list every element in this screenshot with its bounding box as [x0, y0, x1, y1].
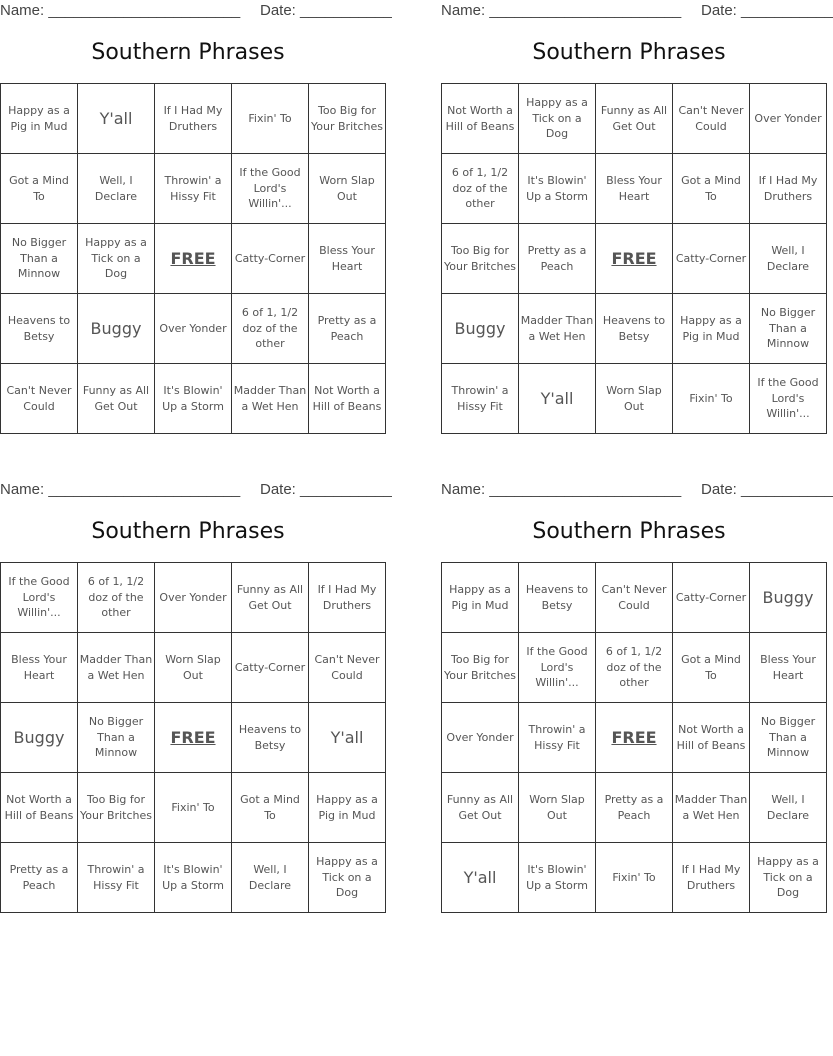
grid-row — [442, 154, 827, 224]
bingo-cell[interactable]: If the Good Lord's Willin'... — [750, 364, 827, 434]
date-field[interactable]: Date: ___________ — [260, 2, 392, 19]
bingo-cell[interactable]: Can't Never Could — [309, 633, 386, 703]
grid-row — [1, 563, 386, 633]
bingo-cell[interactable]: Catty-Corner — [232, 224, 309, 294]
bingo-cell[interactable]: It's Blowin' Up a Storm — [519, 154, 596, 224]
bingo-cell[interactable]: Worn Slap Out — [309, 154, 386, 224]
grid-row — [442, 843, 827, 913]
bingo-cell[interactable]: Not Worth a Hill of Beans — [309, 364, 386, 434]
bingo-cell[interactable]: Bless Your Heart — [596, 154, 673, 224]
bingo-cell[interactable]: Can't Never Could — [673, 84, 750, 154]
bingo-cell[interactable]: Throwin' a Hissy Fit — [519, 703, 596, 773]
bingo-cell[interactable]: Bless Your Heart — [1, 633, 78, 703]
bingo-cell[interactable]: Catty-Corner — [232, 633, 309, 703]
card-title: Southern Phrases — [532, 40, 726, 65]
name-date-line — [441, 479, 833, 501]
bingo-cell[interactable]: Y'all — [78, 84, 155, 154]
grid-row — [442, 294, 827, 364]
bingo-cell[interactable]: No Bigger Than a Minnow — [750, 294, 827, 364]
grid-row — [442, 773, 827, 843]
bingo-cell[interactable]: Too Big for Your Britches — [309, 84, 386, 154]
bingo-cell[interactable]: Happy as a Tick on a Dog — [519, 84, 596, 154]
bingo-cell[interactable]: Buggy — [750, 563, 827, 633]
bingo-cell[interactable]: Happy as a Pig in Mud — [673, 294, 750, 364]
bingo-cell[interactable]: Worn Slap Out — [596, 364, 673, 434]
bingo-cell[interactable]: Can't Never Could — [596, 563, 673, 633]
bingo-cell[interactable]: 6 of 1, 1/2 doz of the other — [232, 294, 309, 364]
bingo-cell[interactable]: Catty-Corner — [673, 563, 750, 633]
bingo-cell[interactable]: Throwin' a Hissy Fit — [78, 843, 155, 913]
bingo-cell[interactable]: Funny as All Get Out — [596, 84, 673, 154]
grid-row — [1, 843, 386, 913]
grid-row — [1, 154, 386, 224]
bingo-cell[interactable]: Y'all — [519, 364, 596, 434]
bingo-cell[interactable]: Buggy — [442, 294, 519, 364]
bingo-grid — [0, 562, 386, 913]
bingo-cell[interactable]: If I Had My Druthers — [750, 154, 827, 224]
bingo-cell[interactable]: Well, I Declare — [232, 843, 309, 913]
grid-row — [442, 563, 827, 633]
card-title: Southern Phrases — [91, 519, 285, 544]
bingo-cell[interactable]: No Bigger Than a Minnow — [750, 703, 827, 773]
bingo-cell[interactable]: Got a Mind To — [232, 773, 309, 843]
grid-row — [442, 633, 827, 703]
bingo-cell[interactable]: Well, I Declare — [750, 224, 827, 294]
bingo-cell[interactable]: Happy as a Tick on a Dog — [78, 224, 155, 294]
bingo-cell[interactable]: If the Good Lord's Willin'... — [232, 154, 309, 224]
bingo-cell[interactable]: No Bigger Than a Minnow — [78, 703, 155, 773]
bingo-grid — [0, 83, 386, 434]
bingo-cell[interactable]: If the Good Lord's Willin'... — [519, 633, 596, 703]
name-date-line — [0, 479, 392, 501]
bingo-cell[interactable]: Well, I Declare — [78, 154, 155, 224]
bingo-cell[interactable]: Happy as a Pig in Mud — [309, 773, 386, 843]
bingo-cell[interactable]: Fixin' To — [673, 364, 750, 434]
bingo-cell[interactable]: Catty-Corner — [673, 224, 750, 294]
bingo-cell[interactable]: Pretty as a Peach — [1, 843, 78, 913]
grid-row — [1, 84, 386, 154]
bingo-grid — [441, 562, 827, 913]
bingo-cell[interactable]: Got a Mind To — [673, 633, 750, 703]
bingo-cell[interactable]: Bless Your Heart — [750, 633, 827, 703]
bingo-cell[interactable]: Over Yonder — [155, 294, 232, 364]
bingo-cell[interactable]: 6 of 1, 1/2 doz of the other — [78, 563, 155, 633]
bingo-cell[interactable]: It's Blowin' Up a Storm — [155, 364, 232, 434]
bingo-cell[interactable]: Throwin' a Hissy Fit — [155, 154, 232, 224]
card-title: Southern Phrases — [91, 40, 285, 65]
bingo-card-1 — [0, 0, 392, 413]
name-date-line — [0, 0, 392, 22]
bingo-cell[interactable]: Funny as All Get Out — [442, 773, 519, 843]
bingo-cell[interactable]: Funny as All Get Out — [78, 364, 155, 434]
bingo-cell[interactable]: 6 of 1, 1/2 doz of the other — [442, 154, 519, 224]
bingo-cell[interactable]: Fixin' To — [155, 773, 232, 843]
bingo-cell[interactable]: If I Had My Druthers — [155, 84, 232, 154]
bingo-cell[interactable]: 6 of 1, 1/2 doz of the other — [596, 633, 673, 703]
name-field[interactable]: Name: _______________________ — [0, 481, 241, 498]
free-space[interactable]: FREE — [596, 224, 673, 294]
bingo-cell[interactable]: Heavens to Betsy — [232, 703, 309, 773]
bingo-card-4 — [441, 479, 833, 900]
bingo-cell[interactable]: Over Yonder — [442, 703, 519, 773]
grid-row — [1, 364, 386, 434]
bingo-cell[interactable]: Pretty as a Peach — [519, 224, 596, 294]
bingo-cell[interactable]: Over Yonder — [155, 563, 232, 633]
date-field[interactable]: Date: ___________ — [701, 481, 833, 498]
grid-row — [442, 84, 827, 154]
bingo-cell[interactable]: Happy as a Pig in Mud — [1, 84, 78, 154]
grid-row — [442, 703, 827, 773]
bingo-cell[interactable]: If the Good Lord's Willin'... — [1, 563, 78, 633]
bingo-cell[interactable]: Can't Never Could — [1, 364, 78, 434]
bingo-cell[interactable]: Heavens to Betsy — [596, 294, 673, 364]
bingo-cell[interactable]: Got a Mind To — [1, 154, 78, 224]
bingo-cell[interactable]: Happy as a Pig in Mud — [442, 563, 519, 633]
name-date-line — [441, 0, 833, 22]
bingo-cell[interactable]: Buggy — [78, 294, 155, 364]
bingo-cell[interactable]: Fixin' To — [596, 843, 673, 913]
bingo-cell[interactable]: Happy as a Tick on a Dog — [309, 843, 386, 913]
bingo-cell[interactable]: Happy as a Tick on a Dog — [750, 843, 827, 913]
grid-row — [442, 364, 827, 434]
grid-row — [442, 224, 827, 294]
bingo-cell[interactable]: Not Worth a Hill of Beans — [1, 773, 78, 843]
bingo-cell[interactable]: If I Had My Druthers — [309, 563, 386, 633]
bingo-cell[interactable]: Over Yonder — [750, 84, 827, 154]
free-space[interactable]: FREE — [596, 703, 673, 773]
bingo-cell[interactable]: Heavens to Betsy — [1, 294, 78, 364]
name-field[interactable]: Name: _______________________ — [441, 2, 682, 19]
bingo-cell[interactable]: Well, I Declare — [750, 773, 827, 843]
name-field[interactable]: Name: _______________________ — [0, 2, 241, 19]
free-space[interactable]: FREE — [155, 224, 232, 294]
bingo-cell[interactable]: Madder Than a Wet Hen — [673, 773, 750, 843]
bingo-cell[interactable]: Worn Slap Out — [155, 633, 232, 703]
bingo-cell[interactable]: It's Blowin' Up a Storm — [155, 843, 232, 913]
bingo-card-2 — [441, 0, 833, 421]
bingo-cell[interactable]: Heavens to Betsy — [519, 563, 596, 633]
bingo-cell[interactable]: Madder Than a Wet Hen — [519, 294, 596, 364]
grid-row — [1, 773, 386, 843]
bingo-cell[interactable]: No Bigger Than a Minnow — [1, 224, 78, 294]
date-field[interactable]: Date: ___________ — [260, 481, 392, 498]
bingo-cell[interactable]: Funny as All Get Out — [232, 563, 309, 633]
bingo-cell[interactable]: Too Big for Your Britches — [442, 224, 519, 294]
bingo-cell[interactable]: Madder Than a Wet Hen — [232, 364, 309, 434]
bingo-cell[interactable]: Not Worth a Hill of Beans — [673, 703, 750, 773]
free-space[interactable]: FREE — [155, 703, 232, 773]
bingo-cell[interactable]: Got a Mind To — [673, 154, 750, 224]
date-field[interactable]: Date: ___________ — [701, 2, 833, 19]
bingo-card-3 — [0, 479, 392, 900]
grid-row — [1, 703, 386, 773]
bingo-cell[interactable]: Bless Your Heart — [309, 224, 386, 294]
bingo-cell[interactable]: Y'all — [442, 843, 519, 913]
bingo-cell[interactable]: Pretty as a Peach — [309, 294, 386, 364]
bingo-cell[interactable]: Worn Slap Out — [519, 773, 596, 843]
bingo-cell[interactable]: Fixin' To — [232, 84, 309, 154]
bingo-cell[interactable]: Too Big for Your Britches — [78, 773, 155, 843]
grid-row — [1, 294, 386, 364]
bingo-grid — [441, 83, 827, 434]
bingo-cell[interactable]: It's Blowin' Up a Storm — [519, 843, 596, 913]
bingo-cell[interactable]: Y'all — [309, 703, 386, 773]
grid-row — [1, 633, 386, 703]
bingo-cell[interactable]: Buggy — [1, 703, 78, 773]
name-field[interactable]: Name: _______________________ — [441, 481, 682, 498]
bingo-cell[interactable]: If I Had My Druthers — [673, 843, 750, 913]
bingo-cell[interactable]: Not Worth a Hill of Beans — [442, 84, 519, 154]
grid-row — [1, 224, 386, 294]
bingo-cell[interactable]: Throwin' a Hissy Fit — [442, 364, 519, 434]
bingo-cell[interactable]: Madder Than a Wet Hen — [78, 633, 155, 703]
bingo-cell[interactable]: Too Big for Your Britches — [442, 633, 519, 703]
bingo-cell[interactable]: Pretty as a Peach — [596, 773, 673, 843]
card-title: Southern Phrases — [532, 519, 726, 544]
